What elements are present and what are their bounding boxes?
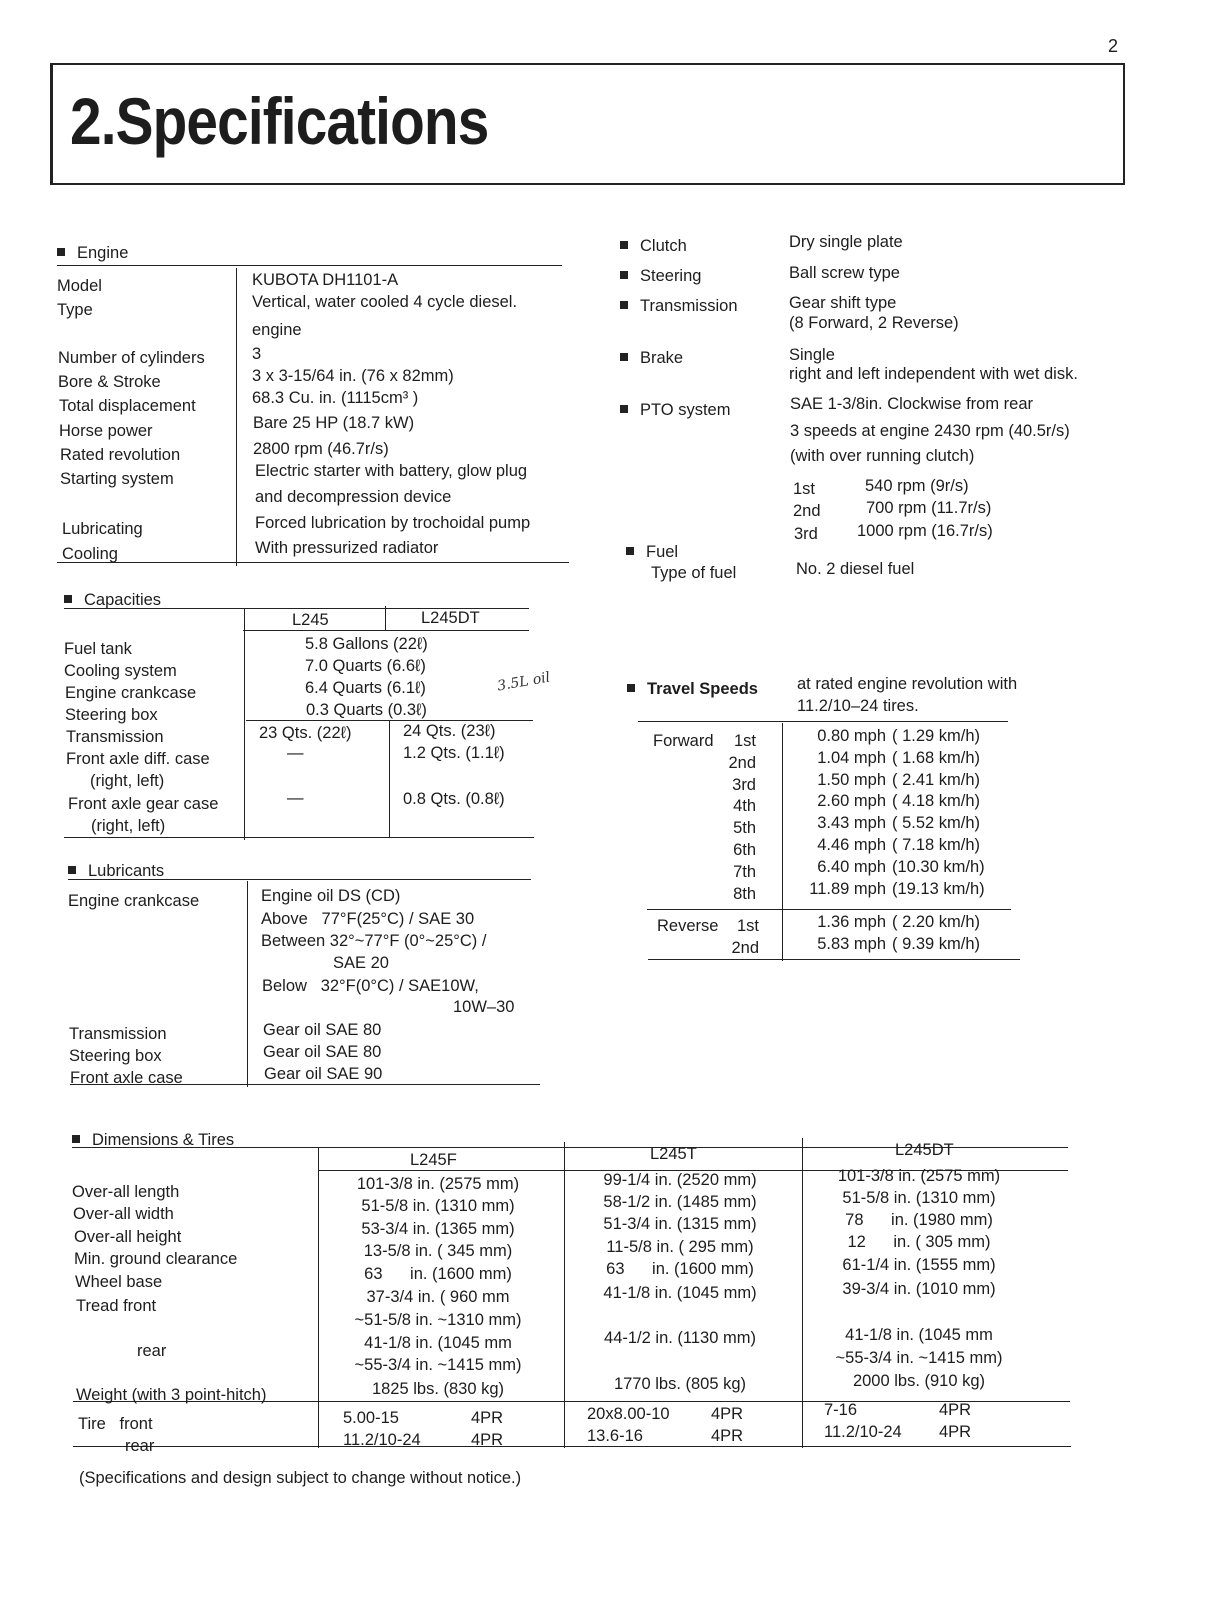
capacity-value-l245: 23 Qts. (22ℓ) [259,724,352,742]
engine-label: Type [57,301,93,319]
l245dt-value: 61-1/4 in. (1555 mm) [842,1256,996,1274]
lubricant-line: Above 77°F(25°C) / SAE 30 [261,910,475,928]
lubricant-value: Gear oil SAE 80 [263,1043,382,1061]
l245t-value: 63 in. (1600 mm) [606,1260,754,1278]
lubricant-label: Transmission [69,1025,167,1043]
l245dt-value: 101-3/8 in. (2575 mm) [837,1167,1001,1185]
travel-speeds-note: at rated engine revolution with [797,675,1018,693]
tire-size: 20x8.00-10 [587,1405,670,1423]
speed-kmh: ( 7.18 km/h) [892,836,981,854]
column-divider [244,608,245,840]
pto-line: (with over running clutch) [790,447,975,465]
pto-gear: 2nd [793,502,821,520]
engine-label: Total displacement [59,397,196,415]
engine-value: 3 x 3-15/64 in. (76 x 82mm) [252,367,454,385]
l245f-value: 101-3/8 in. (2575 mm) [356,1175,520,1193]
travel-speeds-heading [627,680,758,699]
bullet-icon [72,1135,80,1143]
l245dt-value: 12 in. ( 305 mm) [847,1233,991,1251]
speed-gear: 6th [733,841,756,859]
bullet-icon [620,405,628,413]
dimension-label: Tread front [76,1297,157,1315]
divider [68,879,531,880]
l245t-value: 11-5/8 in. ( 295 mm) [606,1238,754,1256]
speed-kmh: ( 1.29 km/h) [892,727,981,745]
engine-label: Number of cylinders [58,349,205,367]
fuel-value: No. 2 diesel fuel [796,560,915,578]
tire-ply: 4PR [939,1423,972,1441]
fuel-label [626,543,678,562]
speed-mph: 1.36 mph [817,913,886,931]
lubricants-heading-text: Lubricants [88,862,165,880]
l245t-value: 99-1/4 in. (2520 mm) [603,1171,757,1189]
capacity-label: Steering box [65,706,158,724]
capacities-heading-text: Capacities [84,591,162,609]
pto-speed: 1000 rpm (16.7r/s) [857,522,993,540]
bullet-icon [620,271,628,279]
tire-size: 7-16 [824,1401,858,1419]
engine-value: Forced lubrication by trochoidal pump [255,514,531,532]
steering-value: Ball screw type [789,264,900,282]
lubricant-line: Below 32°F(0°C) / SAE10W, [262,977,479,995]
speed-gear: 4th [733,797,756,815]
engine-value: 3 [252,345,262,363]
bullet-icon [626,547,634,555]
speed-gear: 2nd [731,939,759,957]
tire-rear-label: rear [125,1437,155,1455]
fuel-label-text: Fuel [646,543,679,561]
divider [57,265,562,266]
divider [243,630,529,631]
l245f-value: 41-1/8 in. (1045 mm [364,1334,512,1352]
engine-value: Vertical, water cooled 4 cycle diesel. [252,293,518,311]
l245t-value: 1770 lbs. (805 kg) [613,1375,747,1393]
speed-mph: 2.60 mph [817,792,886,810]
divider [648,959,1020,960]
capacity-value: 0.3 Quarts (0.3ℓ) [306,701,427,719]
engine-label: Model [57,277,102,295]
divider [64,837,534,838]
brake-value: right and left independent with wet disk. [789,365,1078,383]
transmission-label-text: Transmission [640,297,738,315]
fuel-sublabel: Type of fuel [651,564,737,582]
capacity-label: (right, left) [90,772,165,790]
transmission-value: Gear shift type [789,294,897,312]
speed-gear: 7th [733,863,756,881]
speed-mph: 1.50 mph [817,771,886,789]
column-divider [247,881,248,1087]
speed-kmh: (10.30 km/h) [892,858,985,876]
brake-value: Single [789,346,835,364]
bullet-icon [620,301,628,309]
dimensions-heading-text: Dimensions & Tires [92,1131,235,1149]
dimension-label: Over-all height [74,1228,182,1246]
engine-value: engine [252,321,302,339]
speed-gear: 1st [733,732,756,750]
l245dt-value: 39-3/4 in. (1010 mm) [842,1280,996,1298]
pto-speed: 700 rpm (11.7r/s) [866,499,992,517]
pto-label [620,401,730,420]
engine-label: Rated revolution [60,446,181,464]
page-title: 2.Specifications [70,84,489,158]
transmission-label [620,297,738,316]
speed-mph: 3.43 mph [817,814,886,832]
column-divider [389,720,390,838]
capacity-value: 6.4 Quarts (6.1ℓ) [305,679,426,697]
dimensions-col-header: L245DT [895,1141,954,1159]
tread-rear-label: rear [137,1342,167,1360]
lubricant-value: Gear oil SAE 80 [263,1021,382,1039]
capacity-value-l245: — [287,789,304,807]
l245f-value: ~55-3/4 in. ~1415 mm) [354,1356,522,1374]
tire-size: 5.00-15 [343,1409,399,1427]
capacity-label: Front axle gear case [68,795,219,813]
steering-label [620,267,701,286]
speed-mph: 6.40 mph [817,858,886,876]
speed-mph: 1.04 mph [817,749,886,767]
tire-size: 13.6-16 [587,1427,643,1445]
speed-kmh: ( 9.39 km/h) [892,935,981,953]
clutch-label-text: Clutch [640,237,687,255]
engine-value: 68.3 Cu. in. (1115cm³ ) [252,389,419,407]
pto-line: SAE 1-3/8in. Clockwise from rear [790,395,1033,413]
transmission-value: (8 Forward, 2 Reverse) [789,314,959,332]
l245dt-value: 41-1/8 in. (1045 mm [845,1326,993,1344]
capacities-col-header: L245 [292,611,329,629]
pto-gear: 3rd [794,525,818,543]
speed-gear: 5th [733,819,756,837]
lubricant-line: 10W–30 [453,998,515,1016]
tire-ply: 4PR [471,1431,504,1449]
l245f-value: 13-5/8 in. ( 345 mm) [363,1242,513,1260]
l245t-value: 44-1/2 in. (1130 mm) [604,1329,756,1347]
page-number: 2 [1108,36,1119,56]
divider [647,909,1011,910]
pto-line: 3 speeds at engine 2430 rpm (40.5r/s) [790,422,1070,440]
dimension-label: Min. ground clearance [74,1250,238,1268]
capacity-value: 5.8 Gallons (22ℓ) [305,635,428,653]
capacity-label: Cooling system [64,662,177,680]
speed-mph: 11.89 mph [809,880,886,898]
l245f-value: 37-3/4 in. ( 960 mm [366,1288,510,1306]
pto-gear: 1st [793,480,816,498]
clutch-label [620,237,687,256]
speed-kmh: ( 5.52 km/h) [892,814,981,832]
speed-mph: 0.80 mph [817,727,886,745]
tire-size: 11.2/10-24 [824,1423,902,1441]
l245dt-value: 2000 lbs. (910 kg) [852,1372,986,1390]
speed-kmh: (19.13 km/h) [892,880,985,898]
capacity-label: Transmission [66,728,164,746]
reverse-label: Reverse [657,917,719,935]
travel-speeds-note: 11.2/10–24 tires. [797,697,919,715]
speed-gear: 8th [733,885,756,903]
l245f-value: 1825 lbs. (830 kg) [371,1380,505,1398]
speed-gear: 2nd [728,754,756,772]
l245t-value: 51-3/4 in. (1315 mm) [603,1215,757,1233]
capacity-value-l245: — [287,744,304,762]
capacity-value-l245dt: 24 Qts. (23ℓ) [403,722,496,740]
speed-kmh: ( 1.68 km/h) [892,749,981,767]
lubricant-label: Front axle case [70,1069,183,1087]
bullet-icon [64,595,72,603]
capacity-label: Engine crankcase [65,684,197,702]
engine-label: Starting system [60,470,174,488]
lubricant-value: Gear oil SAE 90 [264,1065,383,1083]
l245f-value: 51-5/8 in. (1310 mm) [361,1197,515,1215]
engine-heading [57,244,128,263]
engine-value: 2800 rpm (46.7r/s) [253,440,389,458]
divider [638,721,1008,722]
l245t-value: 58-1/2 in. (1485 mm) [603,1193,757,1211]
bullet-icon [620,353,628,361]
dimension-label: Over-all length [72,1183,180,1201]
capacity-value-l245dt: 1.2 Qts. (1.1ℓ) [403,744,505,762]
dimension-label: Wheel base [75,1273,163,1291]
forward-label: Forward [653,732,714,750]
column-divider [385,606,386,631]
engine-label: Bore & Stroke [58,373,161,391]
capacity-label: Fuel tank [64,640,132,658]
capacities-col-header: L245DT [421,609,480,627]
speed-mph: 4.46 mph [817,836,886,854]
bullet-icon [68,866,76,874]
speed-kmh: ( 2.41 km/h) [892,771,981,789]
clutch-value: Dry single plate [789,233,903,251]
lubricant-line: Engine oil DS (CD) [261,887,401,905]
column-divider [318,1148,319,1448]
engine-value: and decompression device [255,488,452,506]
capacity-label: (right, left) [91,817,166,835]
engine-label: Lubricating [62,520,143,538]
steering-label-text: Steering [640,267,702,285]
tire-ply: 4PR [471,1409,504,1427]
pto-speed: 540 rpm (9r/s) [865,477,969,495]
engine-value: KUBOTA DH1101-A [252,271,399,289]
engine-label: Horse power [59,422,153,440]
tire-ply: 4PR [711,1405,744,1423]
engine-label: Cooling [62,545,118,563]
bullet-icon [620,241,628,249]
pto-label-text: PTO system [640,401,731,419]
capacity-value: 7.0 Quarts (6.6ℓ) [305,657,426,675]
brake-label-text: Brake [640,349,684,367]
lubricant-line: Between 32°~77°F (0°~25°C) / [261,932,487,950]
travel-speeds-heading-text: Travel Speeds [647,680,758,698]
l245f-value: 53-3/4 in. (1365 mm) [361,1220,515,1238]
speed-gear: 1st [736,917,759,935]
tire-size: 11.2/10-24 [343,1431,421,1449]
capacity-value-l245dt: 0.8 Qts. (0.8ℓ) [403,790,505,808]
capacity-label: Front axle diff. case [66,750,210,768]
engine-value: Electric starter with battery, glow plug [255,462,528,480]
handwritten-note: 3.5L oil [496,669,552,695]
bullet-icon [57,248,65,256]
l245f-value: ~51-5/8 in. ~1310 mm) [354,1311,522,1329]
dimensions-col-header: L245F [410,1151,457,1169]
l245dt-value: 51-5/8 in. (1310 mm) [842,1189,996,1207]
brake-label [620,349,683,368]
tire-ply: 4PR [939,1401,972,1419]
l245dt-value: ~55-3/4 in. ~1415 mm) [835,1349,1003,1367]
l245dt-value: 78 in. (1980 mm) [845,1211,993,1229]
column-divider [564,1142,565,1448]
tire-front-label: Tire front [78,1415,153,1433]
bullet-icon [627,684,635,692]
lubricant-label: Steering box [69,1047,162,1065]
dimension-label: Over-all width [73,1205,174,1223]
tire-ply: 4PR [711,1427,744,1445]
l245f-value: 63 in. (1600 mm) [364,1265,512,1283]
weight-label: Weight (with 3 point-hitch) [76,1386,267,1404]
divider [57,562,569,563]
engine-heading-text: Engine [77,244,129,262]
speed-gear: 3rd [732,776,756,794]
engine-value: With pressurized radiator [255,539,439,557]
footnote: (Specifications and design subject to change without notice.) [79,1469,522,1487]
divider [73,1446,1071,1447]
column-divider [236,268,237,566]
engine-value: Bare 25 HP (18.7 kW) [253,414,415,432]
l245t-value: 41-1/8 in. (1045 mm) [603,1284,757,1302]
speed-mph: 5.83 mph [817,935,886,953]
speed-kmh: ( 2.20 km/h) [892,913,981,931]
speed-kmh: ( 4.18 km/h) [892,792,981,810]
dimensions-col-header: L245T [650,1145,697,1163]
lubricant-line: SAE 20 [333,954,389,972]
lubricant-label: Engine crankcase [68,892,200,910]
